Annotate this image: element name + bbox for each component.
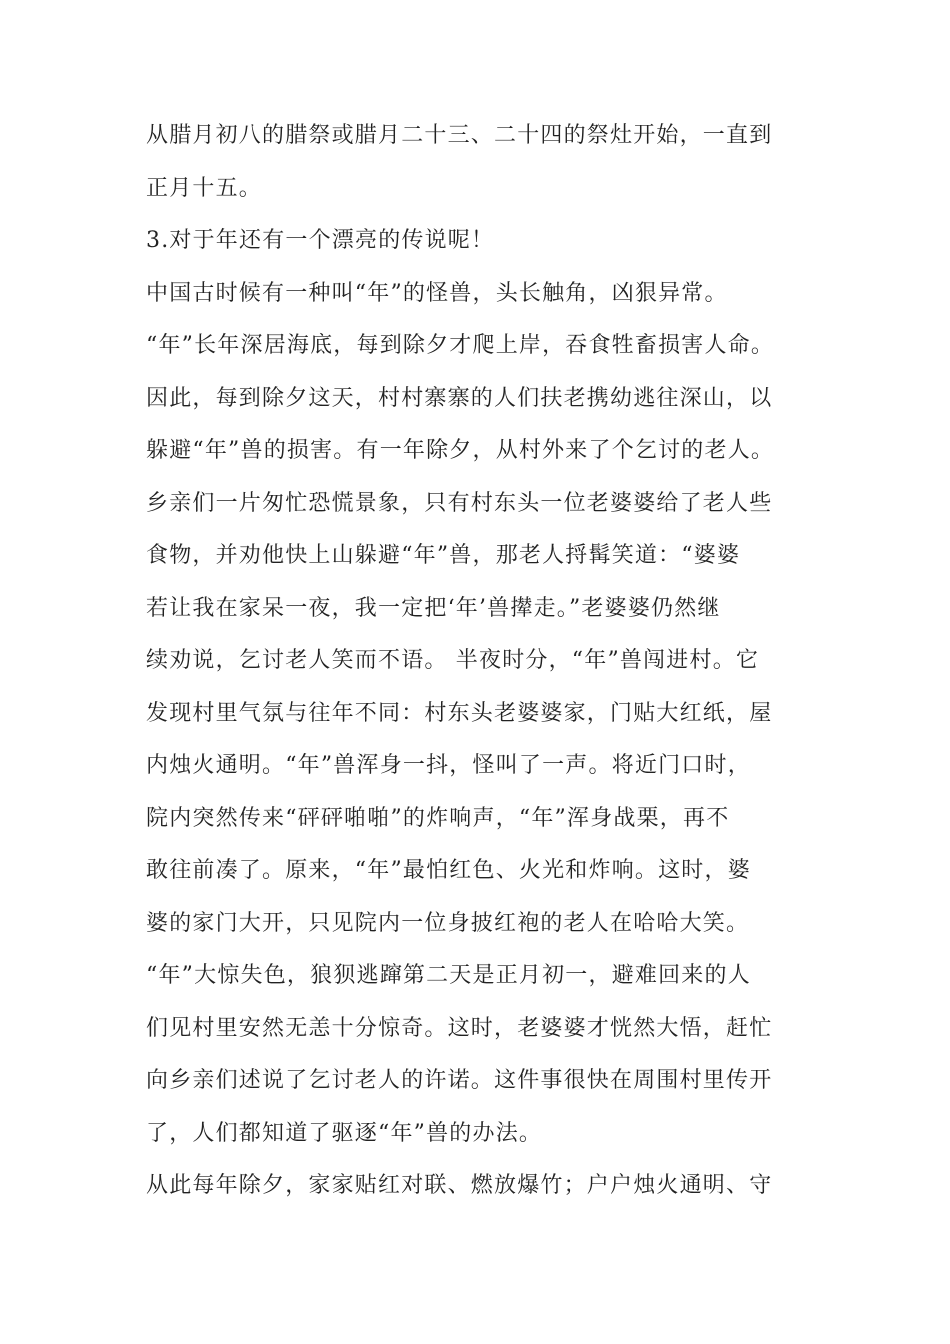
text-line: 向乡亲们述说了乞讨老人的许诺。这件事很快在周围村里传开 <box>146 1068 773 1093</box>
text-line: 院内突然传来“砰砰啪啪”的炸响声，“年”浑身战栗，再不 <box>146 805 730 831</box>
text-line: 敢往前凑了。原来，“年”最怕红色、火光和炸响。这时，婆 <box>146 858 751 883</box>
text-line: 躲避“年”兽的损害。有一年除夕，从村外来了个乞讨的老人。 <box>146 438 775 463</box>
text-line: 若让我在家呆一夜，我一定把‘年’兽撵走。”老婆婆仍然继 <box>146 595 721 621</box>
text-line: 内烛火通明。“年”兽浑身一抖，怪叫了一声。将近门口时， <box>146 753 751 778</box>
text-line: 发现村里气氛与往年不同：村东头老婆婆家，门贴大红纸，屋 <box>146 700 773 726</box>
text-line: 正月十五。 <box>146 175 263 201</box>
text-line: 婆的家门大开，只见院内一位身披红袍的老人在哈哈大笑。 <box>146 910 750 936</box>
text-line: 乡亲们一片匆忙恐慌景象，只有村东头一位老婆婆给了老人些 <box>146 490 773 516</box>
section-heading: 3.对于年还有一个漂亮的传说呢！ <box>146 228 495 253</box>
text-line: 们见村里安然无恙十分惊奇。这时，老婆婆才恍然大悟，赶忙 <box>146 1015 773 1041</box>
text-line: 续劝说，乞讨老人笑而不语。 半夜时分，“年”兽闯进村。它 <box>146 648 760 673</box>
body-text <box>146 114 836 1217</box>
text-line: 了，人们都知道了驱逐“年”兽的办法。 <box>146 1120 543 1146</box>
text-line: “年”大惊失色，狼狈逃蹿第二天是正月初一，避难回来的人 <box>146 963 751 988</box>
text-line: 因此，每到除夕这天，村村寨寨的人们扶老携幼逃往深山，以 <box>146 385 773 411</box>
text-line: “年”长年深居海底，每到除夕才爬上岸，吞食牲畜损害人命。 <box>146 333 775 358</box>
text-line: 从腊月初八的腊祭或腊月二十三、二十四的祭灶开始，一直到 <box>146 123 773 148</box>
text-line: 中国古时候有一种叫“年”的怪兽，头长触角，凶狠异常。 <box>146 280 728 306</box>
text-line: 从此每年除夕，家家贴红对联、燃放爆竹；户户烛火通明、守 <box>146 1173 773 1198</box>
text-line: 食物，并劝他快上山躲避“年”兽，那老人捋髯笑道：“婆婆 <box>146 543 741 568</box>
